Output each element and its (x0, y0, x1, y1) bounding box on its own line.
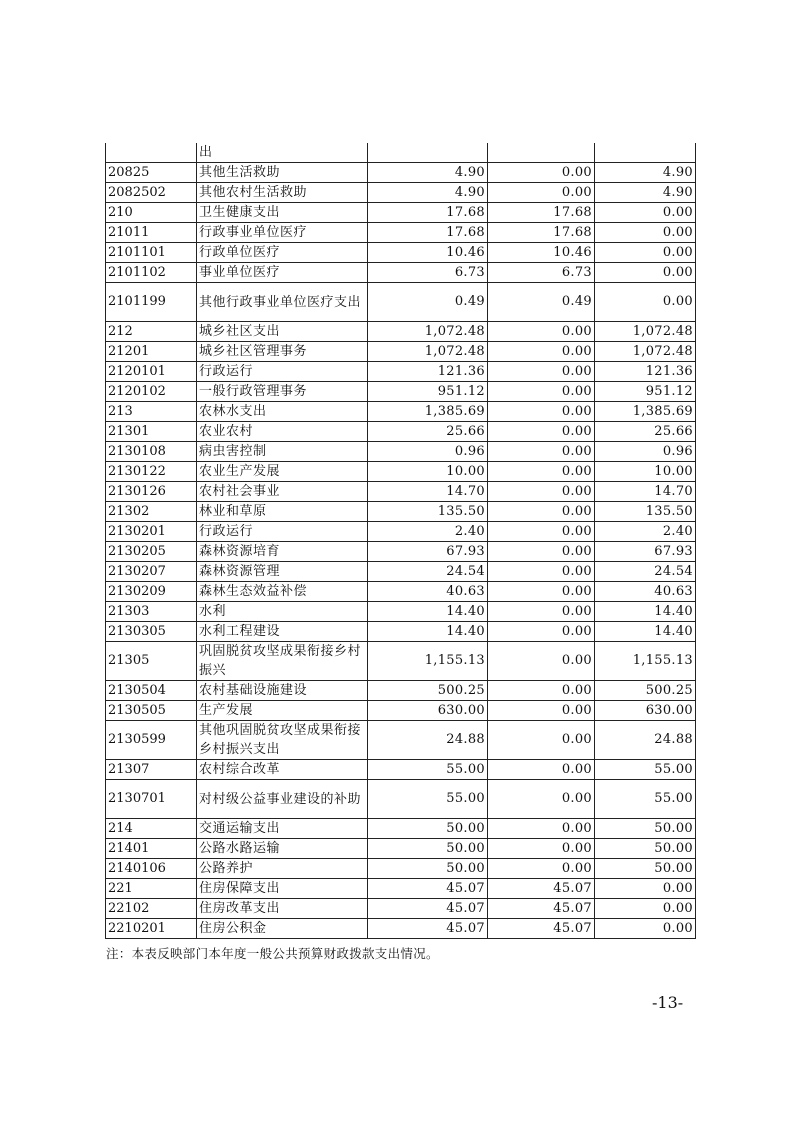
cell-project-expenditure: 0.00 (595, 263, 696, 283)
cell-project-expenditure: 55.00 (595, 780, 696, 819)
cell-basic-expenditure: 0.00 (488, 362, 595, 382)
cell-total: 0.96 (368, 442, 488, 462)
cell-code: 2130126 (106, 482, 197, 502)
cell-code: 21011 (106, 223, 197, 243)
cell-basic-expenditure: 0.00 (488, 502, 595, 522)
cell-name: 交通运输支出 (197, 819, 368, 839)
cell-code: 21301 (106, 422, 197, 442)
cell-name: 森林生态效益补偿 (197, 582, 368, 602)
cell-basic-expenditure: 17.68 (488, 203, 595, 223)
cell-code: 2101101 (106, 243, 197, 263)
cell-project-expenditure: 0.00 (595, 919, 696, 939)
cell-name: 农业生产发展 (197, 462, 368, 482)
table-row (106, 562, 696, 582)
table-row (106, 542, 696, 562)
cell-name: 水利工程建设 (197, 622, 368, 642)
cell-project-expenditure: 500.25 (595, 681, 696, 701)
table-row (106, 879, 696, 899)
table-row (106, 283, 696, 322)
cell-code (106, 143, 197, 163)
cell-project-expenditure: 40.63 (595, 582, 696, 602)
cell-name: 城乡社区支出 (197, 322, 368, 342)
cell-project-expenditure: 0.00 (595, 223, 696, 243)
cell-name: 对村级公益事业建设的补助 (197, 780, 368, 819)
cell-name: 森林资源管理 (197, 562, 368, 582)
cell-basic-expenditure: 0.00 (488, 681, 595, 701)
table-row (106, 382, 696, 402)
cell-project-expenditure: 630.00 (595, 701, 696, 721)
cell-project-expenditure: 2.40 (595, 522, 696, 542)
cell-name: 出 (197, 143, 368, 163)
cell-project-expenditure: 25.66 (595, 422, 696, 442)
cell-basic-expenditure: 0.00 (488, 322, 595, 342)
cell-basic-expenditure: 45.07 (488, 899, 595, 919)
table-row (106, 263, 696, 283)
cell-basic-expenditure: 0.00 (488, 701, 595, 721)
cell-name: 公路水路运输 (197, 839, 368, 859)
cell-total: 10.46 (368, 243, 488, 263)
cell-basic-expenditure: 0.00 (488, 839, 595, 859)
cell-code: 2130205 (106, 542, 197, 562)
cell-code: 2130505 (106, 701, 197, 721)
cell-total: 1,072.48 (368, 342, 488, 362)
cell-name: 巩固脱贫攻坚成果衔接乡村振兴 (197, 642, 368, 681)
cell-code: 2130207 (106, 562, 197, 582)
cell-name: 水利 (197, 602, 368, 622)
cell-total: 121.36 (368, 362, 488, 382)
cell-total: 0.49 (368, 283, 488, 322)
table-row (106, 402, 696, 422)
table-row (106, 681, 696, 701)
cell-basic-expenditure: 0.00 (488, 342, 595, 362)
table-row (106, 422, 696, 442)
table-row (106, 203, 696, 223)
cell-basic-expenditure (488, 143, 595, 163)
cell-code: 21201 (106, 342, 197, 362)
cell-total: 630.00 (368, 701, 488, 721)
cell-basic-expenditure: 0.00 (488, 382, 595, 402)
table-row (106, 721, 696, 760)
cell-basic-expenditure: 0.00 (488, 542, 595, 562)
cell-total: 40.63 (368, 582, 488, 602)
cell-total: 50.00 (368, 839, 488, 859)
table-row (106, 522, 696, 542)
cell-project-expenditure: 1,072.48 (595, 342, 696, 362)
cell-code: 2140106 (106, 859, 197, 879)
cell-name: 行政单位医疗 (197, 243, 368, 263)
table-row (106, 899, 696, 919)
cell-basic-expenditure: 6.73 (488, 263, 595, 283)
cell-project-expenditure: 1,385.69 (595, 402, 696, 422)
cell-name: 一般行政管理事务 (197, 382, 368, 402)
cell-project-expenditure: 0.00 (595, 203, 696, 223)
cell-total: 24.88 (368, 721, 488, 760)
cell-name: 生产发展 (197, 701, 368, 721)
cell-basic-expenditure: 17.68 (488, 223, 595, 243)
cell-total: 45.07 (368, 919, 488, 939)
cell-name: 农村基础设施建设 (197, 681, 368, 701)
cell-code: 212 (106, 322, 197, 342)
cell-project-expenditure: 1,072.48 (595, 322, 696, 342)
cell-basic-expenditure: 0.00 (488, 183, 595, 203)
cell-name: 其他生活救助 (197, 163, 368, 183)
table-row (106, 859, 696, 879)
cell-project-expenditure: 135.50 (595, 502, 696, 522)
cell-basic-expenditure: 0.00 (488, 622, 595, 642)
cell-name: 行政事业单位医疗 (197, 223, 368, 243)
cell-project-expenditure: 50.00 (595, 819, 696, 839)
cell-total: 1,385.69 (368, 402, 488, 422)
cell-basic-expenditure: 10.46 (488, 243, 595, 263)
cell-name: 农村综合改革 (197, 760, 368, 780)
cell-total: 1,155.13 (368, 642, 488, 681)
cell-basic-expenditure: 0.00 (488, 462, 595, 482)
cell-total: 17.68 (368, 203, 488, 223)
cell-name: 农林水支出 (197, 402, 368, 422)
table-row (106, 342, 696, 362)
cell-project-expenditure: 951.12 (595, 382, 696, 402)
cell-total: 45.07 (368, 879, 488, 899)
cell-project-expenditure: 14.40 (595, 622, 696, 642)
cell-basic-expenditure: 45.07 (488, 919, 595, 939)
table-row (106, 163, 696, 183)
table-row (106, 502, 696, 522)
cell-total: 25.66 (368, 422, 488, 442)
cell-total: 14.70 (368, 482, 488, 502)
cell-total: 55.00 (368, 780, 488, 819)
cell-code: 21305 (106, 642, 197, 681)
cell-project-expenditure: 14.40 (595, 602, 696, 622)
cell-project-expenditure: 121.36 (595, 362, 696, 382)
table-row (106, 143, 696, 163)
cell-basic-expenditure: 0.00 (488, 859, 595, 879)
cell-name: 事业单位医疗 (197, 263, 368, 283)
cell-basic-expenditure: 0.00 (488, 721, 595, 760)
cell-total (368, 143, 488, 163)
cell-total: 10.00 (368, 462, 488, 482)
cell-name: 森林资源培育 (197, 542, 368, 562)
cell-code: 2101199 (106, 283, 197, 322)
cell-total: 67.93 (368, 542, 488, 562)
cell-code: 21302 (106, 502, 197, 522)
cell-code: 2120102 (106, 382, 197, 402)
cell-project-expenditure: 24.88 (595, 721, 696, 760)
cell-basic-expenditure: 0.00 (488, 582, 595, 602)
cell-basic-expenditure: 0.00 (488, 642, 595, 681)
cell-name: 住房保障支出 (197, 879, 368, 899)
cell-name: 农业农村 (197, 422, 368, 442)
cell-total: 2.40 (368, 522, 488, 542)
table-row (106, 919, 696, 939)
cell-code: 2130599 (106, 721, 197, 760)
page-number: -13- (652, 993, 684, 1012)
cell-code: 2210201 (106, 919, 197, 939)
cell-name: 行政运行 (197, 522, 368, 542)
cell-project-expenditure: 1,155.13 (595, 642, 696, 681)
table-row (106, 223, 696, 243)
cell-basic-expenditure: 0.00 (488, 562, 595, 582)
cell-code: 2120101 (106, 362, 197, 382)
cell-project-expenditure: 50.00 (595, 859, 696, 879)
cell-project-expenditure: 4.90 (595, 183, 696, 203)
cell-name: 住房公积金 (197, 919, 368, 939)
cell-code: 213 (106, 402, 197, 422)
cell-total: 55.00 (368, 760, 488, 780)
cell-basic-expenditure: 0.00 (488, 442, 595, 462)
cell-basic-expenditure: 0.00 (488, 819, 595, 839)
cell-project-expenditure: 24.54 (595, 562, 696, 582)
cell-code: 2101102 (106, 263, 197, 283)
cell-code: 2130108 (106, 442, 197, 462)
cell-name: 公路养护 (197, 859, 368, 879)
cell-code: 21307 (106, 760, 197, 780)
cell-total: 45.07 (368, 899, 488, 919)
cell-code: 20825 (106, 163, 197, 183)
table-row (106, 642, 696, 681)
table-row (106, 760, 696, 780)
cell-code: 210 (106, 203, 197, 223)
cell-total: 24.54 (368, 562, 488, 582)
table-row (106, 602, 696, 622)
cell-code: 21303 (106, 602, 197, 622)
table-row (106, 622, 696, 642)
cell-name: 行政运行 (197, 362, 368, 382)
cell-code: 21401 (106, 839, 197, 859)
cell-basic-expenditure: 0.00 (488, 422, 595, 442)
cell-total: 4.90 (368, 183, 488, 203)
cell-total: 4.90 (368, 163, 488, 183)
table-row (106, 482, 696, 502)
cell-code: 22102 (106, 899, 197, 919)
table-row (106, 819, 696, 839)
cell-basic-expenditure: 0.00 (488, 602, 595, 622)
cell-total: 951.12 (368, 382, 488, 402)
table-row (106, 362, 696, 382)
table-body (106, 143, 696, 939)
cell-name: 其他农村生活救助 (197, 183, 368, 203)
cell-project-expenditure: 67.93 (595, 542, 696, 562)
table-row (106, 183, 696, 203)
cell-basic-expenditure: 0.00 (488, 760, 595, 780)
cell-name: 卫生健康支出 (197, 203, 368, 223)
cell-project-expenditure: 14.70 (595, 482, 696, 502)
cell-name: 其他行政事业单位医疗支出 (197, 283, 368, 322)
cell-basic-expenditure: 0.49 (488, 283, 595, 322)
cell-code: 2130701 (106, 780, 197, 819)
cell-name: 农村社会事业 (197, 482, 368, 502)
table-row (106, 243, 696, 263)
cell-project-expenditure: 0.00 (595, 283, 696, 322)
cell-name: 城乡社区管理事务 (197, 342, 368, 362)
cell-basic-expenditure: 0.00 (488, 163, 595, 183)
cell-basic-expenditure: 0.00 (488, 402, 595, 422)
cell-code: 2130201 (106, 522, 197, 542)
table-note: 注：本表反映部门本年度一般公共预算财政拨款支出情况。 (106, 946, 439, 961)
table-row (106, 780, 696, 819)
cell-total: 135.50 (368, 502, 488, 522)
cell-code: 2130504 (106, 681, 197, 701)
cell-code: 2082502 (106, 183, 197, 203)
table-row (106, 322, 696, 342)
cell-basic-expenditure: 0.00 (488, 780, 595, 819)
cell-name: 林业和草原 (197, 502, 368, 522)
table-row (106, 701, 696, 721)
cell-code: 2130122 (106, 462, 197, 482)
cell-total: 14.40 (368, 622, 488, 642)
budget-expenditure-table (105, 143, 696, 939)
cell-project-expenditure (595, 143, 696, 163)
cell-project-expenditure: 0.96 (595, 442, 696, 462)
cell-total: 500.25 (368, 681, 488, 701)
cell-project-expenditure: 0.00 (595, 243, 696, 263)
table-row (106, 582, 696, 602)
cell-project-expenditure: 55.00 (595, 760, 696, 780)
cell-project-expenditure: 0.00 (595, 899, 696, 919)
cell-code: 2130209 (106, 582, 197, 602)
cell-code: 221 (106, 879, 197, 899)
cell-code: 2130305 (106, 622, 197, 642)
cell-total: 50.00 (368, 819, 488, 839)
cell-project-expenditure: 50.00 (595, 839, 696, 859)
cell-basic-expenditure: 45.07 (488, 879, 595, 899)
table-row (106, 839, 696, 859)
cell-project-expenditure: 4.90 (595, 163, 696, 183)
cell-total: 50.00 (368, 859, 488, 879)
cell-project-expenditure: 0.00 (595, 879, 696, 899)
table-row (106, 442, 696, 462)
cell-total: 14.40 (368, 602, 488, 622)
table-row (106, 462, 696, 482)
cell-name: 住房改革支出 (197, 899, 368, 919)
cell-total: 6.73 (368, 263, 488, 283)
cell-code: 214 (106, 819, 197, 839)
cell-project-expenditure: 10.00 (595, 462, 696, 482)
cell-total: 17.68 (368, 223, 488, 243)
cell-name: 病虫害控制 (197, 442, 368, 462)
cell-basic-expenditure: 0.00 (488, 482, 595, 502)
cell-total: 1,072.48 (368, 322, 488, 342)
cell-name: 其他巩固脱贫攻坚成果衔接乡村振兴支出 (197, 721, 368, 760)
cell-basic-expenditure: 0.00 (488, 522, 595, 542)
